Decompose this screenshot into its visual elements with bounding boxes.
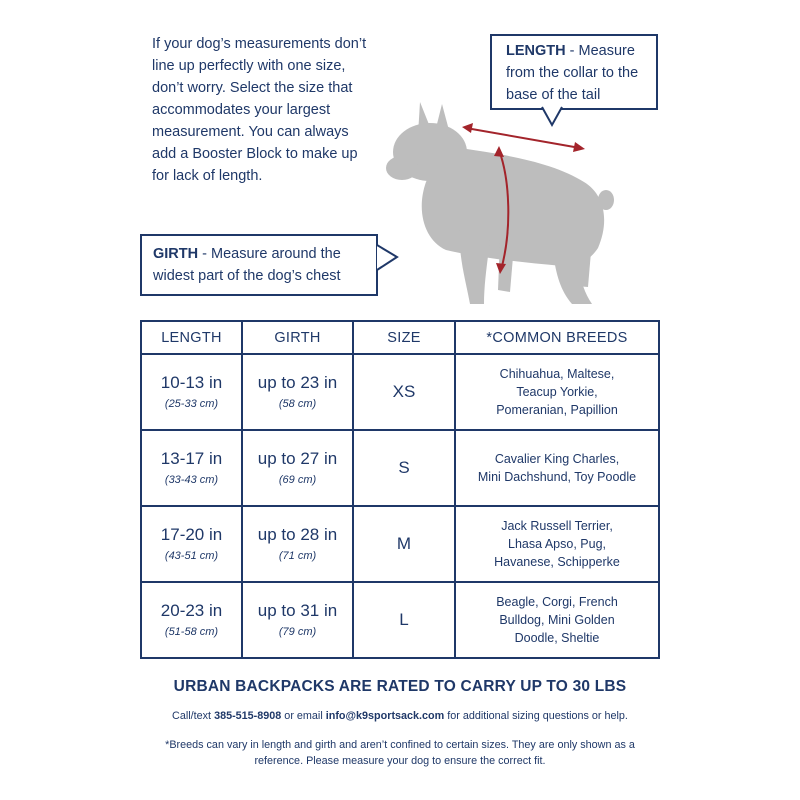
size-chart-table xyxy=(140,320,660,659)
girth-cell xyxy=(242,430,353,506)
carry-rating xyxy=(0,678,800,696)
breeds-cell xyxy=(455,582,659,658)
girth-in: up to 28 in xyxy=(257,524,338,544)
girth-callout-text: - Measure around the widest part of the dog’s chest xyxy=(153,246,341,284)
girth-cell xyxy=(242,354,353,430)
breeds-cell xyxy=(455,506,659,582)
intro-text: If your dog’s measurements don’t line up perfectly with one size, don’t worry. Select the size that accommodates your largest measurement. You can always add a Booster Block to make up for lack of length. xyxy=(152,36,367,184)
header-length: LENGTH xyxy=(141,321,242,354)
header-size: SIZE xyxy=(353,321,455,354)
table-row xyxy=(141,582,659,658)
contact-middle: or email xyxy=(281,710,326,722)
girth-cell xyxy=(242,506,353,582)
girth-in: up to 23 in xyxy=(257,372,338,392)
girth-cm: (69 cm) xyxy=(278,473,317,486)
length-cell xyxy=(141,430,242,506)
breeds-line: Chihuahua, Maltese, xyxy=(499,367,615,381)
breeds-cell xyxy=(455,354,659,430)
girth-cell xyxy=(242,582,353,658)
header-girth: GIRTH xyxy=(242,321,353,354)
girth-in: up to 27 in xyxy=(257,448,338,468)
length-callout-text: - Measure from the collar to the base of the tail xyxy=(506,43,639,103)
length-in: 20-23 in xyxy=(160,600,223,620)
length-cm: (33-43 cm) xyxy=(164,473,219,486)
breeds-line: Mini Dachshund, Toy Poodle xyxy=(477,470,637,484)
length-cm: (25-33 cm) xyxy=(164,397,219,410)
breeds-line: Doodle, Sheltie xyxy=(514,631,600,645)
table-row xyxy=(141,506,659,582)
breeds-footnote: *Breeds can vary in length and girth and aren’t confined to certain sizes. They are only shown as a reference. Please measure your dog to ensure the correct fit. xyxy=(165,739,635,767)
breeds-line: Bulldog, Mini Golden xyxy=(499,613,615,627)
breeds-line: Pomeranian, Papillion xyxy=(496,403,618,417)
table-row xyxy=(141,354,659,430)
contact-phone[interactable]: 385-515-8908 xyxy=(214,710,282,722)
girth-cm: (58 cm) xyxy=(278,397,317,410)
girth-in: up to 31 in xyxy=(257,600,338,620)
length-in: 17-20 in xyxy=(160,524,223,544)
table-row xyxy=(141,430,659,506)
breeds-line: Havanese, Schipperke xyxy=(494,555,620,569)
breeds-cell xyxy=(455,430,659,506)
girth-cm: (79 cm) xyxy=(278,625,317,638)
girth-callout xyxy=(140,234,378,296)
size-cell: M xyxy=(353,506,455,582)
breeds-line: Jack Russell Terrier, xyxy=(501,519,613,533)
size-cell: S xyxy=(353,430,455,506)
breeds-line: Lhasa Apso, Pug, xyxy=(508,537,606,551)
header-common-breeds: *COMMON BREEDS xyxy=(455,321,659,354)
length-cell xyxy=(141,506,242,582)
carry-rating-text: URBAN BACKPACKS ARE RATED TO CARRY UP TO xyxy=(173,678,573,695)
length-cell xyxy=(141,582,242,658)
contact-suffix: for additional sizing questions or help. xyxy=(444,710,628,722)
girth-cm: (71 cm) xyxy=(278,549,317,562)
length-in: 10-13 in xyxy=(160,372,223,392)
length-arrow xyxy=(462,123,585,152)
length-cm: (51-58 cm) xyxy=(164,625,219,638)
breeds-line: Beagle, Corgi, French xyxy=(496,595,618,609)
contact-line xyxy=(0,710,800,722)
girth-callout-label: GIRTH xyxy=(153,246,199,262)
length-cm: (43-51 cm) xyxy=(164,549,219,562)
breeds-line: Teacup Yorkie, xyxy=(516,385,598,399)
length-in: 13-17 in xyxy=(160,448,223,468)
contact-prefix: Call/text xyxy=(172,710,215,722)
length-cell xyxy=(141,354,242,430)
contact-email[interactable]: info@k9sportsack.com xyxy=(325,710,445,722)
table-header-row xyxy=(141,321,659,354)
length-callout-label: LENGTH xyxy=(506,43,566,59)
dog-illustration xyxy=(380,90,620,315)
carry-rating-weight: 30 LBS xyxy=(572,678,627,695)
size-cell: L xyxy=(353,582,455,658)
breeds-line: Cavalier King Charles, xyxy=(494,452,620,466)
size-cell: XS xyxy=(353,354,455,430)
